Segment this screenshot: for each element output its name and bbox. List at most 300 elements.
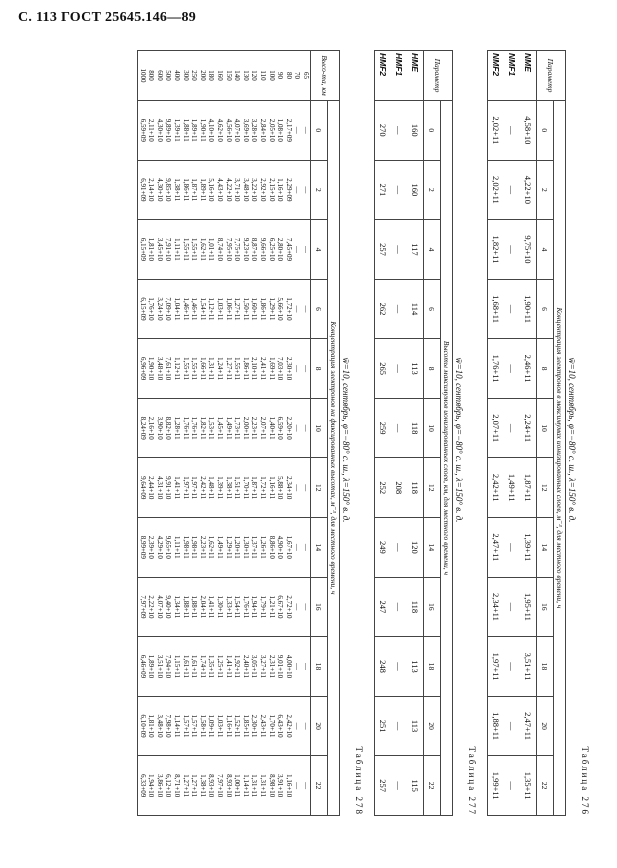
table-cell: 1,33+11: [224, 577, 233, 637]
table-row: [301, 51, 310, 816]
table-cell: —: [293, 577, 302, 637]
column-header-hour: 12: [424, 458, 441, 518]
table-cell: 1,39+11: [215, 458, 224, 518]
table-cell: 2,47+11: [488, 518, 505, 578]
table-cell: 2,42+11: [488, 458, 505, 518]
table-cell: 8,98+10: [267, 756, 276, 816]
table-cell: 1,04+11: [173, 279, 182, 339]
table-cell: 1,11+11: [173, 518, 182, 578]
table-row: [407, 51, 424, 816]
column-header-hour: 14: [424, 518, 441, 578]
table-cell: 4,07+10: [155, 577, 164, 637]
table-cell: 1,11+11: [173, 220, 182, 280]
table-cell: 1,76+11: [181, 398, 190, 458]
table-row: [250, 51, 259, 816]
table-278-caption: Таблица 278: [354, 746, 364, 816]
table-cell: 1,29+11: [267, 279, 276, 339]
table-cell: 115: [407, 756, 424, 816]
table-cell: 1,16+11: [267, 458, 276, 518]
table-cell: 1,09+11: [207, 696, 216, 756]
column-header-hour: 18: [311, 637, 328, 697]
height-cell: 300: [181, 51, 190, 101]
table-cell: —: [391, 339, 407, 399]
height-cell: 250: [190, 51, 199, 101]
height-cell: 180: [207, 51, 216, 101]
table-cell: 1,54+11: [198, 279, 207, 339]
table-cell: 8,93+10: [207, 756, 216, 816]
table-cell: 1,16+10: [276, 160, 285, 220]
table-cell: 2,34+11: [488, 577, 505, 637]
table-cell: 1,85+11: [241, 696, 250, 756]
table-cell: 5,88+10: [276, 458, 285, 518]
table-cell: 1,55+11: [181, 339, 190, 399]
table-cell: 1,03+11: [215, 279, 224, 339]
column-header-hour: 10: [311, 398, 328, 458]
column-header-hour: 16: [424, 577, 441, 637]
table-cell: 1,95+11: [520, 577, 537, 637]
table-cell: 4,10+10: [207, 101, 216, 161]
table-cell: 3,05+11: [250, 637, 259, 697]
table-cell: 1,97+11: [488, 637, 505, 697]
table-cell: 1,41+11: [224, 637, 233, 697]
table-row: [284, 51, 293, 816]
height-cell: 200: [198, 51, 207, 101]
table-cell: 5,16+10: [207, 160, 216, 220]
table-cell: 1,25+11: [215, 637, 224, 697]
table-cell: 2,00+11: [241, 398, 250, 458]
table-cell: —: [391, 518, 407, 578]
table-cell: 8,93+10: [224, 756, 233, 816]
table-row: [293, 51, 302, 816]
table-278-param-header: Высо-та, км: [311, 51, 340, 101]
table-cell: 1,45+11: [215, 398, 224, 458]
table-cell: 1,46+11: [190, 279, 199, 339]
table-cell: 259: [375, 398, 392, 458]
table-row: [224, 51, 233, 816]
table-cell: 208: [391, 458, 407, 518]
column-header-hour: 2: [424, 160, 441, 220]
table-cell: 3,45+10: [155, 220, 164, 280]
table-cell: —: [391, 220, 407, 280]
table-cell: 8,87+10: [250, 220, 259, 280]
table-cell: 2,42+11: [198, 458, 207, 518]
table-cell: 1,31+11: [207, 339, 216, 399]
table-cell: —: [301, 101, 310, 161]
table-cell: 1,68+11: [488, 279, 505, 339]
table-cell: 248: [375, 637, 392, 697]
table-row: [233, 51, 242, 816]
table-cell: 4,56+10: [224, 101, 233, 161]
table-cell: 6,33+09: [138, 756, 147, 816]
table-276-title: w̄=10, сентябрь, φ=−80° с. ш., λ=150° в. д.: [567, 357, 577, 523]
table-276-caption: Таблица 276: [580, 746, 590, 816]
table-cell: 1,98+11: [181, 518, 190, 578]
table-cell: 2,23+11: [198, 518, 207, 578]
column-header-hour: 12: [537, 458, 554, 518]
column-header-hour: 10: [537, 398, 554, 458]
table-cell: 6,25+10: [267, 220, 276, 280]
table-cell: —: [391, 577, 407, 637]
table-cell: —: [301, 696, 310, 756]
table-277-merged-header: Высоты максимумов ионизированных слоев, км, для местного времени, ч: [441, 101, 453, 816]
table-cell: 6,15+09: [138, 220, 147, 280]
table-row: [267, 51, 276, 816]
table-cell: 6,46+09: [138, 637, 147, 697]
column-header-hour: 8: [537, 339, 554, 399]
table-cell: —: [301, 458, 310, 518]
table-cell: 1,81+10: [147, 220, 156, 280]
table-cell: 1,39+11: [520, 518, 537, 578]
table-cell: 2,30+11: [250, 696, 259, 756]
table-cell: 4,31+10: [155, 458, 164, 518]
table-cell: —: [293, 458, 302, 518]
table-cell: 6,10+09: [138, 696, 147, 756]
table-cell: 1,79+11: [258, 577, 267, 637]
table-cell: 7,61+10: [164, 339, 173, 399]
table-cell: 1,94+11: [250, 577, 259, 637]
table-278-merged-header: Концентрация электронов на фиксированных высотах, м⁻³, для местного времени, ч: [328, 101, 340, 816]
table-cell: 1,62+11: [207, 518, 216, 578]
table-cell: 1,26+11: [258, 518, 267, 578]
table-cell: 1,72+10: [284, 279, 293, 339]
table-cell: 1,57+11: [190, 696, 199, 756]
table-row: [215, 51, 224, 816]
table-cell: —: [293, 398, 302, 458]
table-cell: 1,12+11: [207, 279, 216, 339]
table-cell: 1,31+11: [250, 756, 259, 816]
column-header-hour: 20: [537, 696, 554, 756]
table-cell: —: [504, 518, 520, 578]
table-cell: 1,90+11: [198, 101, 207, 161]
table-cell: 8,82+10: [164, 398, 173, 458]
table-cell: 2,43+11: [258, 696, 267, 756]
height-cell: 150: [224, 51, 233, 101]
table-cell: —: [504, 577, 520, 637]
table-row: [504, 51, 520, 816]
table-cell: 7,03+10: [276, 339, 285, 399]
table-cell: 2,84+10: [258, 101, 267, 161]
table-cell: 117: [407, 220, 424, 280]
table-cell: —: [504, 220, 520, 280]
table-cell: —: [301, 398, 310, 458]
table-cell: 2,05+10: [267, 101, 276, 161]
table-cell: 252: [375, 458, 392, 518]
table-cell: 8,24+09: [138, 398, 147, 458]
table-cell: 2,72+10: [284, 577, 293, 637]
height-cell: 600: [155, 51, 164, 101]
table-cell: 1,55+11: [181, 220, 190, 280]
table-cell: —: [504, 756, 520, 816]
table-cell: 2,17+09: [284, 101, 293, 161]
table-cell: 1,27+11: [224, 339, 233, 399]
table-cell: 270: [375, 101, 392, 161]
table-cell: 1,62+11: [198, 220, 207, 280]
table-cell: 2,92+10: [258, 160, 267, 220]
parameter-name: HMF1: [391, 51, 407, 101]
table-cell: 1,35+11: [520, 756, 537, 816]
table-cell: —: [504, 339, 520, 399]
table-cell: 7,97+09: [138, 577, 147, 637]
table-cell: 257: [375, 220, 392, 280]
parameter-name: NMF2: [488, 51, 505, 101]
column-header-hour: 0: [311, 101, 328, 161]
table-cell: 118: [407, 577, 424, 637]
table-cell: 1,20+11: [233, 518, 242, 578]
table-cell: 9,66+10: [258, 220, 267, 280]
table-cell: 1,48+11: [207, 458, 216, 518]
table-cell: 2,44+10: [147, 458, 156, 518]
table-cell: —: [504, 101, 520, 161]
table-cell: 1,49+11: [224, 398, 233, 458]
table-cell: 1,89+10: [147, 637, 156, 697]
table-cell: 2,02+11: [488, 160, 505, 220]
parameter-name: NME: [520, 51, 537, 101]
column-header-hour: 12: [311, 458, 328, 518]
table-cell: 1,38+11: [224, 458, 233, 518]
table-cell: 1,01+11: [207, 220, 216, 280]
table-cell: 1,27+11: [190, 756, 199, 816]
table-cell: 1,86+11: [241, 339, 250, 399]
table-row: [488, 51, 505, 816]
table-cell: 1,76+11: [190, 398, 199, 458]
table-cell: 7,95+10: [224, 220, 233, 280]
page-header: С. 113 ГОСТ 25645.146—89: [18, 10, 197, 25]
table-cell: 262: [375, 279, 392, 339]
table-cell: 4,29+10: [155, 518, 164, 578]
table-cell: 7,09+10: [164, 279, 173, 339]
table-cell: 1,31+11: [258, 756, 267, 816]
table-277-caption: Таблица 277: [467, 746, 477, 816]
table-row: [164, 51, 173, 816]
table-cell: —: [301, 577, 310, 637]
table-cell: 1,16+11: [224, 696, 233, 756]
table-cell: 2,14+10: [147, 160, 156, 220]
height-cell: 800: [147, 51, 156, 101]
table-cell: 1,89+11: [198, 160, 207, 220]
table-277-title: w̄=10, сентябрь, φ=−80° с. ш., λ=150° в. д.: [454, 357, 464, 523]
table-cell: 1,86+11: [181, 160, 190, 220]
table-cell: 2,22+10: [147, 577, 156, 637]
table-cell: 7,75+10: [233, 220, 242, 280]
table-cell: 3,27+11: [258, 637, 267, 697]
table-cell: 2,34+10: [284, 458, 293, 518]
table-cell: 1,55+11: [190, 220, 199, 280]
table-row: [198, 51, 207, 816]
table-cell: 1,06+11: [224, 279, 233, 339]
table-cell: —: [301, 160, 310, 220]
table-cell: 1,41+11: [173, 458, 182, 518]
table-cell: 2,11+10: [147, 101, 156, 161]
table-cell: 113: [407, 339, 424, 399]
table-cell: 7,94+10: [164, 637, 173, 697]
table-cell: 113: [407, 696, 424, 756]
table-cell: 2,23+11: [250, 398, 259, 458]
table-cell: 5,66+10: [276, 279, 285, 339]
table-cell: —: [391, 398, 407, 458]
table-cell: 1,60+11: [250, 279, 259, 339]
table-cell: 9,01+10: [276, 637, 285, 697]
column-header-hour: 14: [311, 518, 328, 578]
table-cell: 1,55+11: [190, 339, 199, 399]
table-cell: 1,30+11: [241, 518, 250, 578]
table-cell: 2,16+10: [147, 398, 156, 458]
table-277-param-header: Параметр: [424, 51, 453, 101]
table-cell: 9,64+09: [138, 458, 147, 518]
height-cell: 120: [250, 51, 259, 101]
table-cell: 1,49+11: [215, 518, 224, 578]
table-cell: 1,21+11: [267, 577, 276, 637]
table-cell: 4,00+10: [284, 637, 293, 697]
table-cell: 1,61+11: [181, 637, 190, 697]
table-row: [520, 51, 537, 816]
table-cell: 3,24+10: [155, 279, 164, 339]
table-row: [138, 51, 147, 816]
table-cell: 1,92+11: [233, 637, 242, 697]
table-cell: 8,71+10: [173, 756, 182, 816]
table-cell: 1,29+11: [224, 518, 233, 578]
table-cell: 8,74+10: [215, 220, 224, 280]
table-cell: 2,07+11: [488, 398, 505, 458]
table-cell: 4,90+10: [276, 518, 285, 578]
column-header-hour: 22: [424, 756, 441, 816]
table-cell: 2,30+10: [284, 339, 293, 399]
table-cell: 7,98+10: [164, 696, 173, 756]
table-cell: 1,27+11: [233, 279, 242, 339]
table-cell: 6,91+09: [138, 160, 147, 220]
height-cell: 130: [241, 51, 250, 101]
table-cell: 2,41+11: [258, 339, 267, 399]
table-cell: 1,38+11: [173, 160, 182, 220]
table-cell: 1,16+10: [284, 756, 293, 816]
table-cell: 120: [407, 518, 424, 578]
height-cell: 1000: [138, 51, 147, 101]
table-cell: 9,85+10: [164, 160, 173, 220]
column-header-hour: 2: [537, 160, 554, 220]
table-cell: 1,14+11: [173, 696, 182, 756]
table-cell: 1,51+11: [233, 458, 242, 518]
table-cell: 1,12+11: [173, 339, 182, 399]
table-cell: 4,22+10: [520, 160, 537, 220]
table-row: [241, 51, 250, 816]
table-cell: 1,90+11: [520, 279, 537, 339]
table-cell: 2,15+10: [267, 160, 276, 220]
table-cell: —: [391, 101, 407, 161]
table-cell: 1,15+11: [173, 637, 182, 697]
table-cell: 2,24+11: [520, 398, 537, 458]
table-cell: 1,35+11: [207, 637, 216, 697]
table-cell: 1,89+11: [190, 101, 199, 161]
table-cell: 3,22+10: [250, 160, 259, 220]
table-cell: 8,86+10: [267, 518, 276, 578]
table-cell: 1,52+11: [233, 696, 242, 756]
table-cell: 4,43+10: [215, 160, 224, 220]
table-cell: —: [504, 279, 520, 339]
column-header-hour: 18: [537, 637, 554, 697]
table-cell: 1,72+11: [258, 458, 267, 518]
table-cell: 8,99+09: [138, 518, 147, 578]
table-cell: 2,04+11: [198, 577, 207, 637]
table-cell: 2,02+11: [488, 101, 505, 161]
parameter-name: HMF2: [375, 51, 392, 101]
table-cell: 4,30+10: [155, 101, 164, 161]
height-cell: 65: [301, 51, 310, 101]
table-cell: —: [293, 756, 302, 816]
table-cell: —: [293, 696, 302, 756]
column-header-hour: 20: [311, 696, 328, 756]
table-cell: —: [391, 160, 407, 220]
table-cell: —: [504, 398, 520, 458]
table-row: [375, 51, 392, 816]
table-row: [173, 51, 182, 816]
column-header-hour: 18: [424, 637, 441, 697]
column-header-hour: 4: [311, 220, 328, 280]
table-cell: 1,41+11: [207, 577, 216, 637]
table-cell: 3,51+11: [520, 637, 537, 697]
column-header-hour: 14: [537, 518, 554, 578]
table-cell: 1,49+11: [504, 458, 520, 518]
column-header-hour: 22: [537, 756, 554, 816]
table-cell: 7,91+10: [164, 220, 173, 280]
table-row: [147, 51, 156, 816]
table-cell: 3,90+10: [155, 398, 164, 458]
table-cell: 1,08+10: [276, 101, 285, 161]
table-cell: 1,37+11: [250, 518, 259, 578]
table-cell: 1,90+10: [147, 339, 156, 399]
table-cell: 7,97+10: [215, 756, 224, 816]
table-cell: —: [301, 220, 310, 280]
table-cell: 1,70+11: [241, 458, 250, 518]
table-cell: 2,39+10: [147, 518, 156, 578]
column-header-hour: 2: [311, 160, 328, 220]
table-276-param-header: Параметр: [537, 51, 566, 101]
table-cell: 249: [375, 518, 392, 578]
table-cell: 9,40+10: [164, 577, 173, 637]
table-cell: 3,71+10: [233, 160, 242, 220]
table-cell: 3,51+10: [155, 637, 164, 697]
table-cell: 1,82+11: [198, 398, 207, 458]
table-cell: 1,81+10: [147, 696, 156, 756]
table-row: [181, 51, 190, 816]
table-278: [137, 50, 340, 816]
table-cell: —: [391, 756, 407, 816]
table-cell: 1,97+11: [190, 458, 199, 518]
table-cell: 257: [375, 756, 392, 816]
height-cell: 140: [233, 51, 242, 101]
table-cell: 1,53+11: [207, 398, 216, 458]
table-cell: 6,67+10: [276, 577, 285, 637]
table-cell: 3,86+10: [155, 756, 164, 816]
column-header-hour: 8: [311, 339, 328, 399]
table-cell: 9,91+10: [164, 458, 173, 518]
height-cell: 90: [276, 51, 285, 101]
table-cell: 9,89+10: [164, 101, 173, 161]
table-cell: 6,59+10: [276, 398, 285, 458]
table-cell: 1,88+11: [488, 696, 505, 756]
table-cell: 7,45+09: [284, 220, 293, 280]
table-cell: 114: [407, 279, 424, 339]
table-276: [487, 50, 566, 816]
table-cell: 1,27+11: [181, 756, 190, 816]
table-cell: 1,55+11: [233, 339, 242, 399]
height-cell: 100: [267, 51, 276, 101]
column-header-hour: 6: [537, 279, 554, 339]
table-276-merged-header: Концентрация электронов в максимумах ионизированных слоев, м⁻³, для местного времени, ч: [554, 101, 566, 816]
table-cell: 160: [407, 160, 424, 220]
table-row: [190, 51, 199, 816]
table-cell: 3,48+10: [155, 696, 164, 756]
table-cell: 6,59+09: [138, 101, 147, 161]
table-cell: —: [504, 696, 520, 756]
